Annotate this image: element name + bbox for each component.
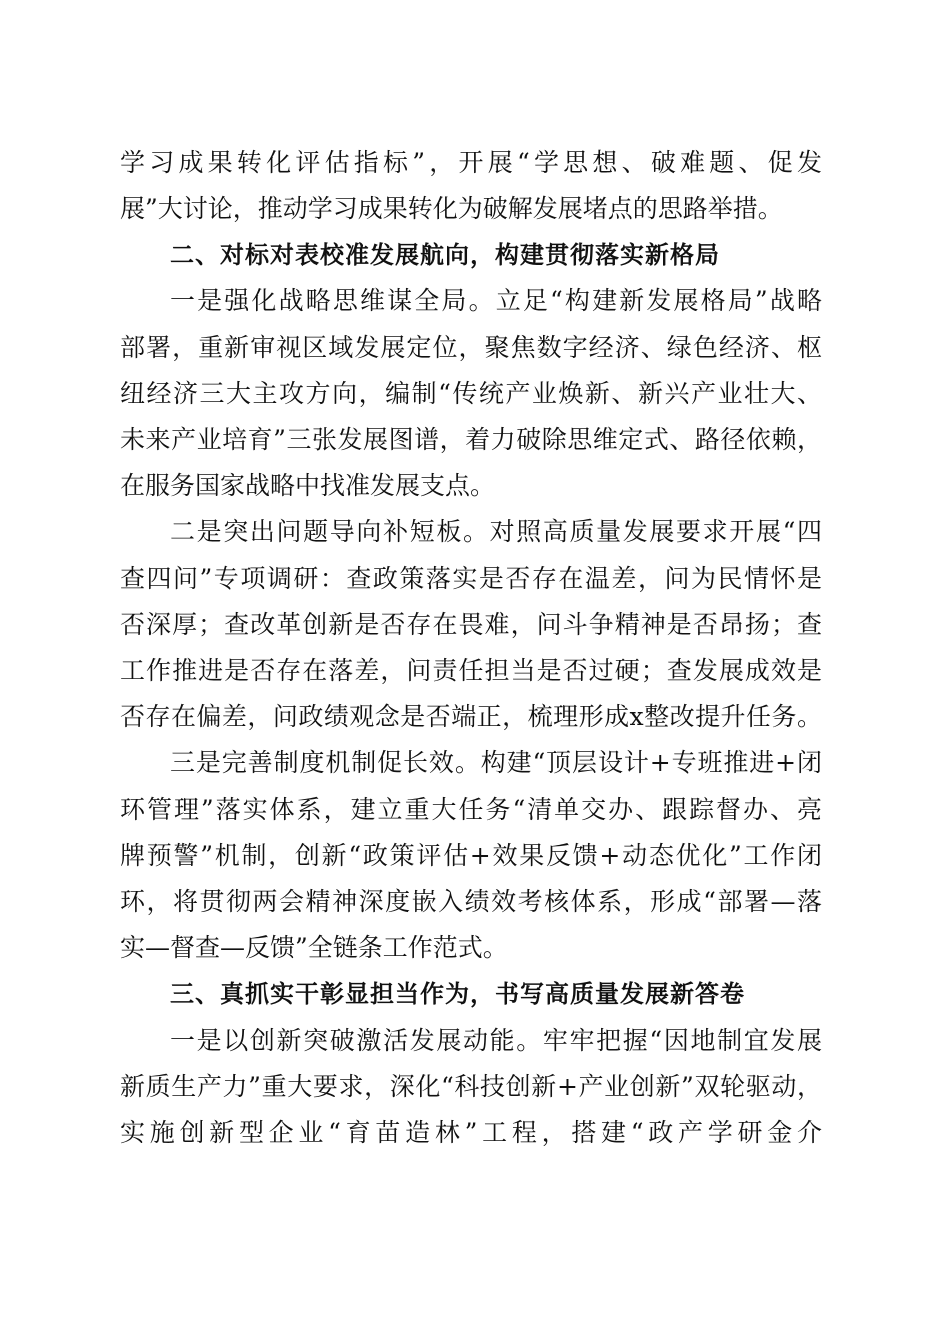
- body-text-line: 部署，重新审视区域发展定位，聚焦数字经济、绿色经济、枢: [120, 333, 822, 362]
- body-text-line: 否存在偏差，问政绩观念是否端正，梳理形成x整改提升任务。: [120, 702, 822, 731]
- body-text-line: 否深厚；查改革创新是否存在畏难，问斗争精神是否昂扬；查: [120, 610, 822, 639]
- body-text-line: 学习成果转化评估指标”，开展“学思想、破难题、促发: [120, 148, 822, 177]
- body-text-line: 环，将贯彻两会精神深度嵌入绩效考核体系，形成“部署—落: [120, 887, 822, 916]
- body-text-line: 一是以创新突破激活发展动能。牢牢把握“因地制宜发展: [170, 1026, 822, 1055]
- body-text-line: 展”大讨论，推动学习成果转化为破解发展堵点的思路举措。: [120, 194, 783, 223]
- body-text-line: 在服务国家战略中找准发展支点。: [120, 471, 496, 500]
- body-text-line: 牌预警”机制，创新“政策评估+效果反馈+动态优化”工作闭: [120, 841, 822, 870]
- body-text-line: 工作推进是否存在落差，问责任担当是否过硬；查发展成效是: [120, 656, 822, 685]
- body-text-line: 纽经济三大主攻方向，编制“传统产业焕新、新兴产业壮大、: [120, 379, 822, 408]
- body-text-line: 环管理”落实体系，建立重大任务“清单交办、跟踪督办、亮: [120, 795, 822, 824]
- section-heading-3: 三、真抓实干彰显担当作为，书写高质量发展新答卷: [170, 980, 745, 1008]
- body-text-line: 实—督查—反馈”全链条工作范式。: [120, 933, 508, 962]
- body-text-line: 未来产业培育”三张发展图谱，着力破除思维定式、路径依赖，: [120, 425, 822, 454]
- body-text-line: 新质生产力”重大要求，深化“科技创新+产业创新”双轮驱动，: [120, 1072, 822, 1101]
- body-text-line: 查四问”专项调研：查政策落实是否存在温差，问为民情怀是: [120, 564, 822, 593]
- section-heading-2: 二、对标对表校准发展航向，构建贯彻落实新格局: [170, 241, 720, 269]
- body-text-line: 实施创新型企业“育苗造林”工程，搭建“政产学研金介: [120, 1118, 822, 1147]
- body-text-line: 二是突出问题导向补短板。对照高质量发展要求开展“四: [170, 517, 822, 546]
- body-text-line: 三是完善制度机制促长效。构建“顶层设计+专班推进+闭: [170, 748, 822, 777]
- body-text-line: 一是强化战略思维谋全局。立足“构建新发展格局”战略: [170, 286, 822, 315]
